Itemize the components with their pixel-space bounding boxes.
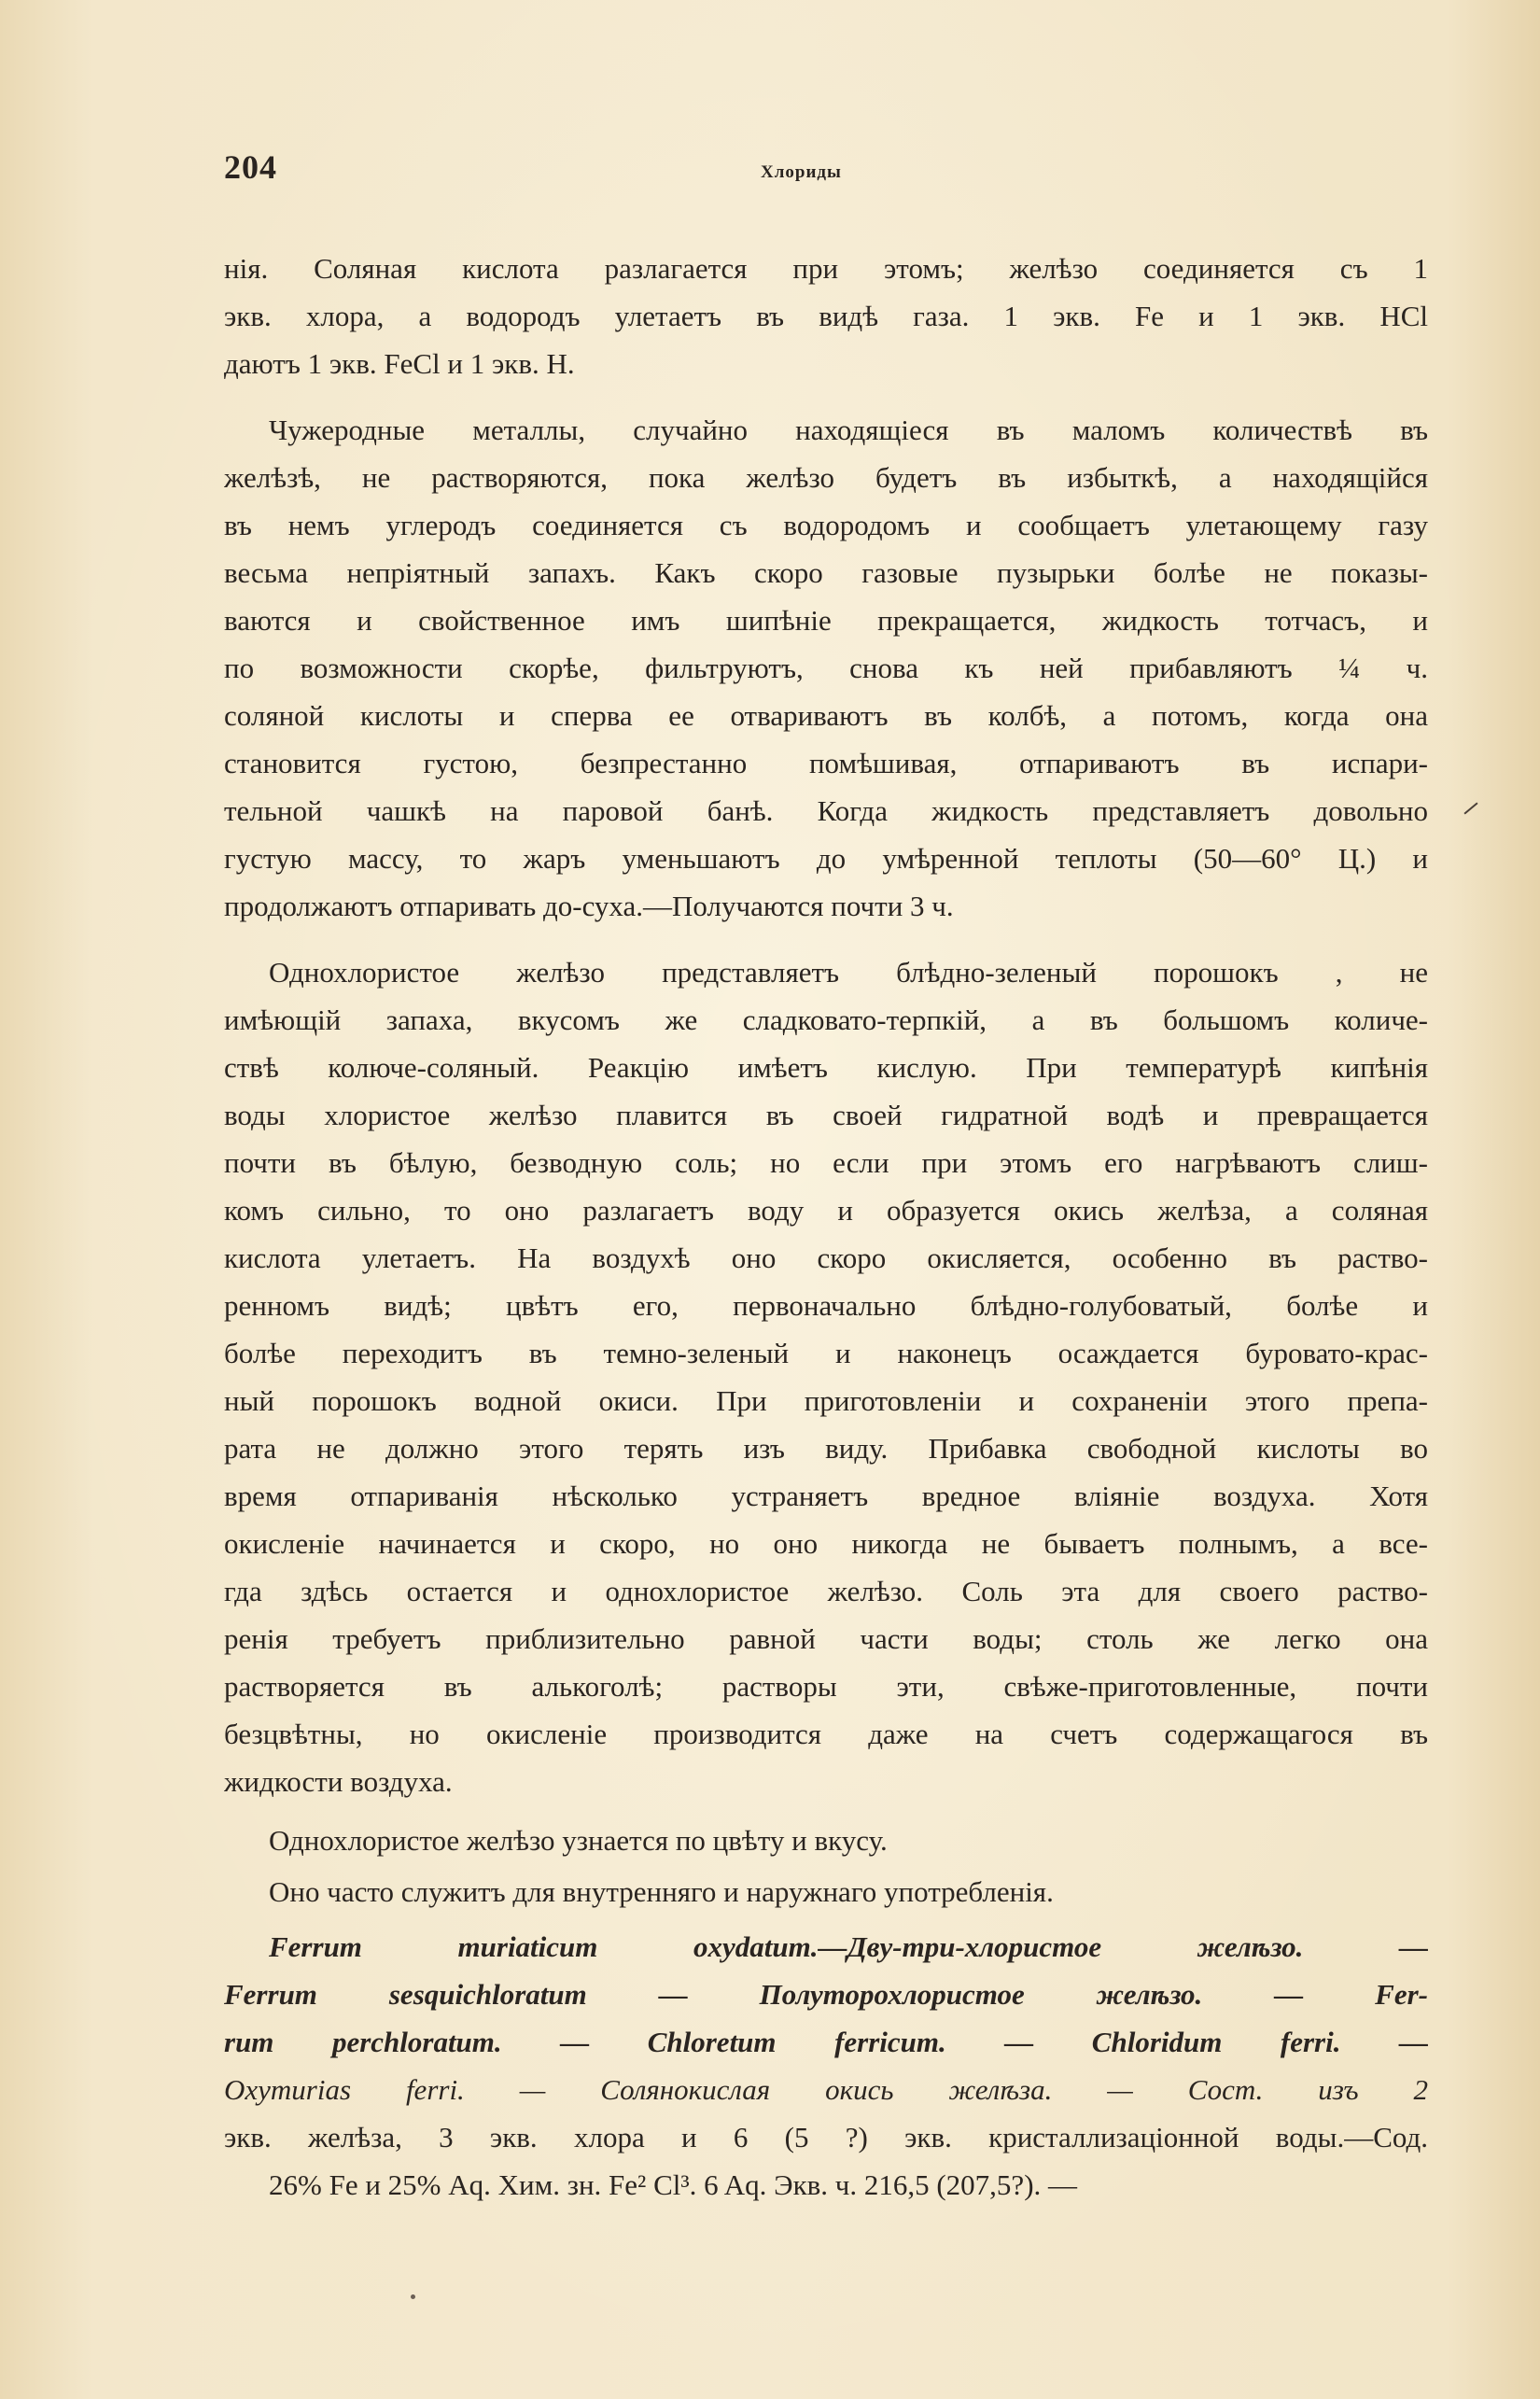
text-line: время отпариванія нѣсколько устраняетъ вредное вліяніе воздуха. Хотя [224,1480,1428,1512]
text-line: тельной чашкѣ на паровой банѣ. Когда жидкость представляетъ довольно [224,794,1428,827]
text-line: ренія требуетъ приблизительно равной части воды; столь же легко она [224,1622,1428,1655]
paragraph [224,1868,1428,1915]
ink-speck [411,2294,415,2299]
paragraph [224,948,1428,1805]
text-line: жидкости воздуха. [224,1765,453,1798]
text-line: имѣющій запаха, вкусомъ же сладковато-терпкій, а въ большомъ количе- [224,1003,1428,1036]
text-line: Однохлористое желѣзо представляетъ блѣдно-зеленый порошокъ , не [269,956,1428,989]
page-number: 204 [224,148,277,186]
text-line: ный порошокъ водной окиси. При приготовленіи и сохраненіи этого препа- [224,1384,1428,1417]
text-line: продолжаютъ отпаривать до-суха.—Получаются почти 3 ч. [224,890,954,922]
text-line: экв. хлора, а водородъ улетаетъ въ видѣ газа. 1 экв. Fe и 1 экв. HCl [224,300,1428,332]
text-line: растворяется въ алькоголѣ; растворы эти, свѣже-приготовленные, почти [224,1670,1428,1703]
text-line: ствѣ колюче-соляный. Реакцію имѣетъ кислую. При температурѣ кипѣнія [224,1051,1428,1084]
text-line: безцвѣтны, но окисленіе производится даже на счетъ содержащагося въ [224,1718,1428,1750]
paragraph [224,1817,1428,1864]
paragraph [224,245,1428,387]
text-line: окисленіе начинается и скоро, но оно никогда не бываетъ полнымъ, а все- [224,1527,1428,1560]
page-header [224,147,1428,194]
text-line: по возможности скорѣе, фильтруютъ, снова къ ней прибавляютъ ¼ ч. [224,652,1428,684]
text-line: rum perchloratum. — Chloretum ferricum. — Chloridum ferri. — [224,2026,1428,2058]
paragraph [224,406,1428,930]
text-line: нія. Соляная кислота разлагается при этомъ; желѣзо соединяется съ 1 [224,252,1428,285]
text-line: желѣзѣ, не растворяются, пока желѣзо будетъ въ избыткѣ, а находящійся [224,461,1428,494]
text-line: Однохлористое желѣзо узнается по цвѣту и вкусу. [269,1824,888,1857]
text-line: Oxymurias ferri. — Солянокислая окись желѣза. — Сост. изъ 2 [224,2073,1428,2106]
text-line: въ немъ углеродъ соединяется съ водородомъ и сообщаетъ улетающему газу [224,509,1428,541]
running-head: Хлориды [761,162,842,182]
text-line: Чужеродные металлы, случайно находящіеся въ маломъ количествѣ въ [269,414,1428,446]
text-line: воды хлористое желѣзо плавится въ своей гидратной водѣ и превращается [224,1099,1428,1131]
text-line: соляной кислоты и сперва ее отвариваютъ въ колбѣ, а потомъ, когда она [224,699,1428,732]
text-line: ваются и свойственное имъ шипѣніе прекращается, жидкость тотчасъ, и [224,604,1428,637]
text-line: становится густою, безпрестанно помѣшивая, отпариваютъ въ испари- [224,747,1428,779]
margin-mark [1463,802,1477,814]
text-line: почти въ бѣлую, безводную соль; но если при этомъ его нагрѣваютъ слиш- [224,1146,1428,1179]
text-line: весьма непріятный запахъ. Какъ скоро газовые пузырьки болѣе не показы- [224,556,1428,589]
text-line: кислота улетаетъ. На воздухѣ оно скоро окисляется, особенно въ раство- [224,1242,1428,1274]
text-line: Оно часто служитъ для внутренняго и наружнаго употребленія. [269,1875,1054,1908]
text-line: даютъ 1 экв. FeCl и 1 экв. H. [224,347,575,380]
text-line: густую массу, то жаръ уменьшаютъ до умѣренной теплоты (50—60° Ц.) и [224,842,1428,875]
text-line: 26% Fe и 25% Aq. Хим. зн. Fe² Cl³. 6 Aq. Экв. ч. 216,5 (207,5?). — [269,2168,1078,2201]
text-line: ренномъ видѣ; цвѣтъ его, первоначально блѣдно-голубоватый, болѣе и [224,1289,1428,1322]
body-text [224,245,1428,2224]
text-line: экв. желѣза, 3 экв. хлора и 6 (5 ?) экв. кристаллизаціонной воды.—Сод. [224,2121,1428,2153]
paragraph [224,1923,1428,2209]
text-line: гда здѣсь остается и однохлористое желѣзо. Соль эта для своего раство- [224,1575,1428,1607]
text-line: Ferrum sesquichloratum — Полуторохлористое желѣзо. — Fer- [224,1978,1428,2011]
text-line: Ferrum muriaticum oxydatum.—Двy-три-хлористое желѣзо. — [269,1930,1428,1963]
text-line: комъ сильно, то оно разлагаетъ воду и образуется окись желѣза, а соляная [224,1194,1428,1227]
text-line: рата не должно этого терять изъ виду. Прибавка свободной кислоты во [224,1432,1428,1465]
text-line: болѣе переходитъ въ темно-зеленый и наконецъ осаждается буровато-крас- [224,1337,1428,1369]
